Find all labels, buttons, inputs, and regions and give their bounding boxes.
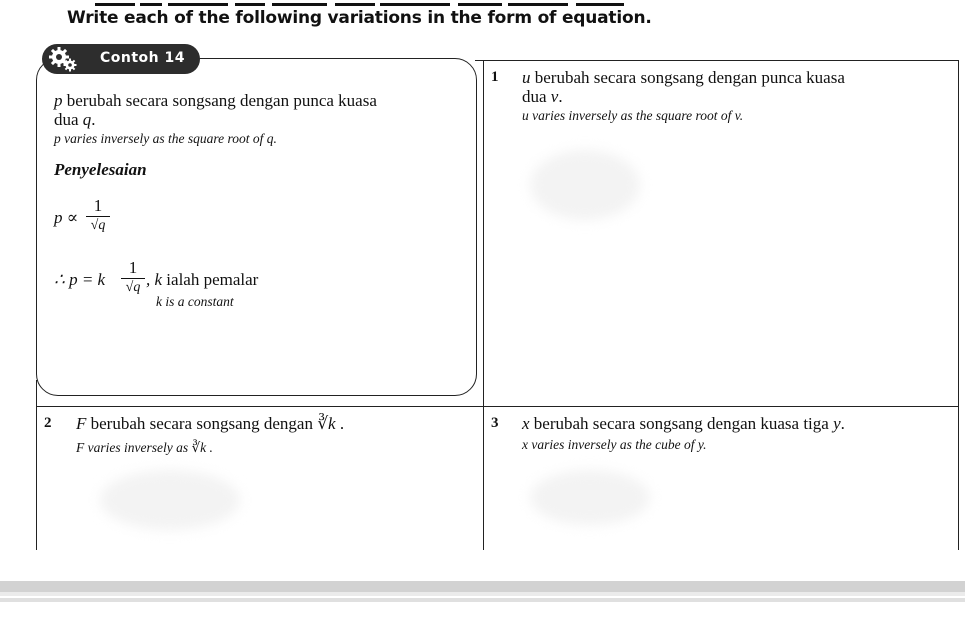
example-question-en: p varies inversely as the square root of q. <box>54 131 277 146</box>
q2-question-en: F varies inversely as ∛k . <box>76 440 213 455</box>
step2-denominator: √q <box>125 280 141 295</box>
step1-left: p ∝ <box>54 208 79 227</box>
bottom-scroll-band <box>0 581 965 592</box>
example-question-ms: p berubah secara songsang dengan punca kuasa <box>54 91 377 110</box>
step1-denominator: √q <box>90 218 106 233</box>
q1-question-ms: u berubah secara songsang dengan punca kuasa <box>522 68 845 87</box>
q1-question-en: u varies inversely as the square root of v. <box>522 108 744 123</box>
grid-right-line <box>958 60 959 550</box>
faint-smudge <box>530 150 640 220</box>
q1-question-ms-line2: dua v. <box>522 87 563 106</box>
gears-icon <box>48 46 78 72</box>
q2-question-ms: F berubah secara songsang dengan ∛k . <box>76 414 345 433</box>
q2-number: 2 <box>44 415 52 431</box>
q3-number: 3 <box>491 415 499 431</box>
bottom-divider <box>0 598 965 602</box>
q3-question-en: x varies inversely as the cube of y. <box>522 437 707 452</box>
faint-smudge <box>530 470 650 525</box>
page-heading: Write each of the following variations in the form of equation. <box>67 8 652 28</box>
step2-fraction <box>121 258 145 296</box>
step2-note: k is a constant <box>156 294 234 309</box>
bottom-divider-light <box>0 592 965 596</box>
grid-top-line <box>475 60 958 61</box>
grid-middle-line <box>483 60 484 550</box>
grid-mid-line <box>36 406 958 407</box>
step2-numerator: 1 <box>128 258 138 277</box>
q1-number: 1 <box>491 69 499 85</box>
fraction-bar <box>86 216 110 217</box>
q3-question-ms: x berubah secara songsang dengan kuasa tiga y. <box>522 414 845 433</box>
step2-left: ∴ p = k <box>54 270 106 289</box>
example-tab <box>42 44 200 74</box>
step2-right: , k ialah pemalar <box>146 270 259 289</box>
step1-fraction <box>86 196 110 234</box>
example-question-ms-line2: dua q. <box>54 110 96 129</box>
fraction-bar <box>121 278 145 279</box>
step1-numerator: 1 <box>93 196 103 215</box>
faint-smudge <box>100 470 240 530</box>
solution-label: Penyelesaian <box>54 160 147 179</box>
example-tab-label: Contoh 14 <box>100 50 185 66</box>
